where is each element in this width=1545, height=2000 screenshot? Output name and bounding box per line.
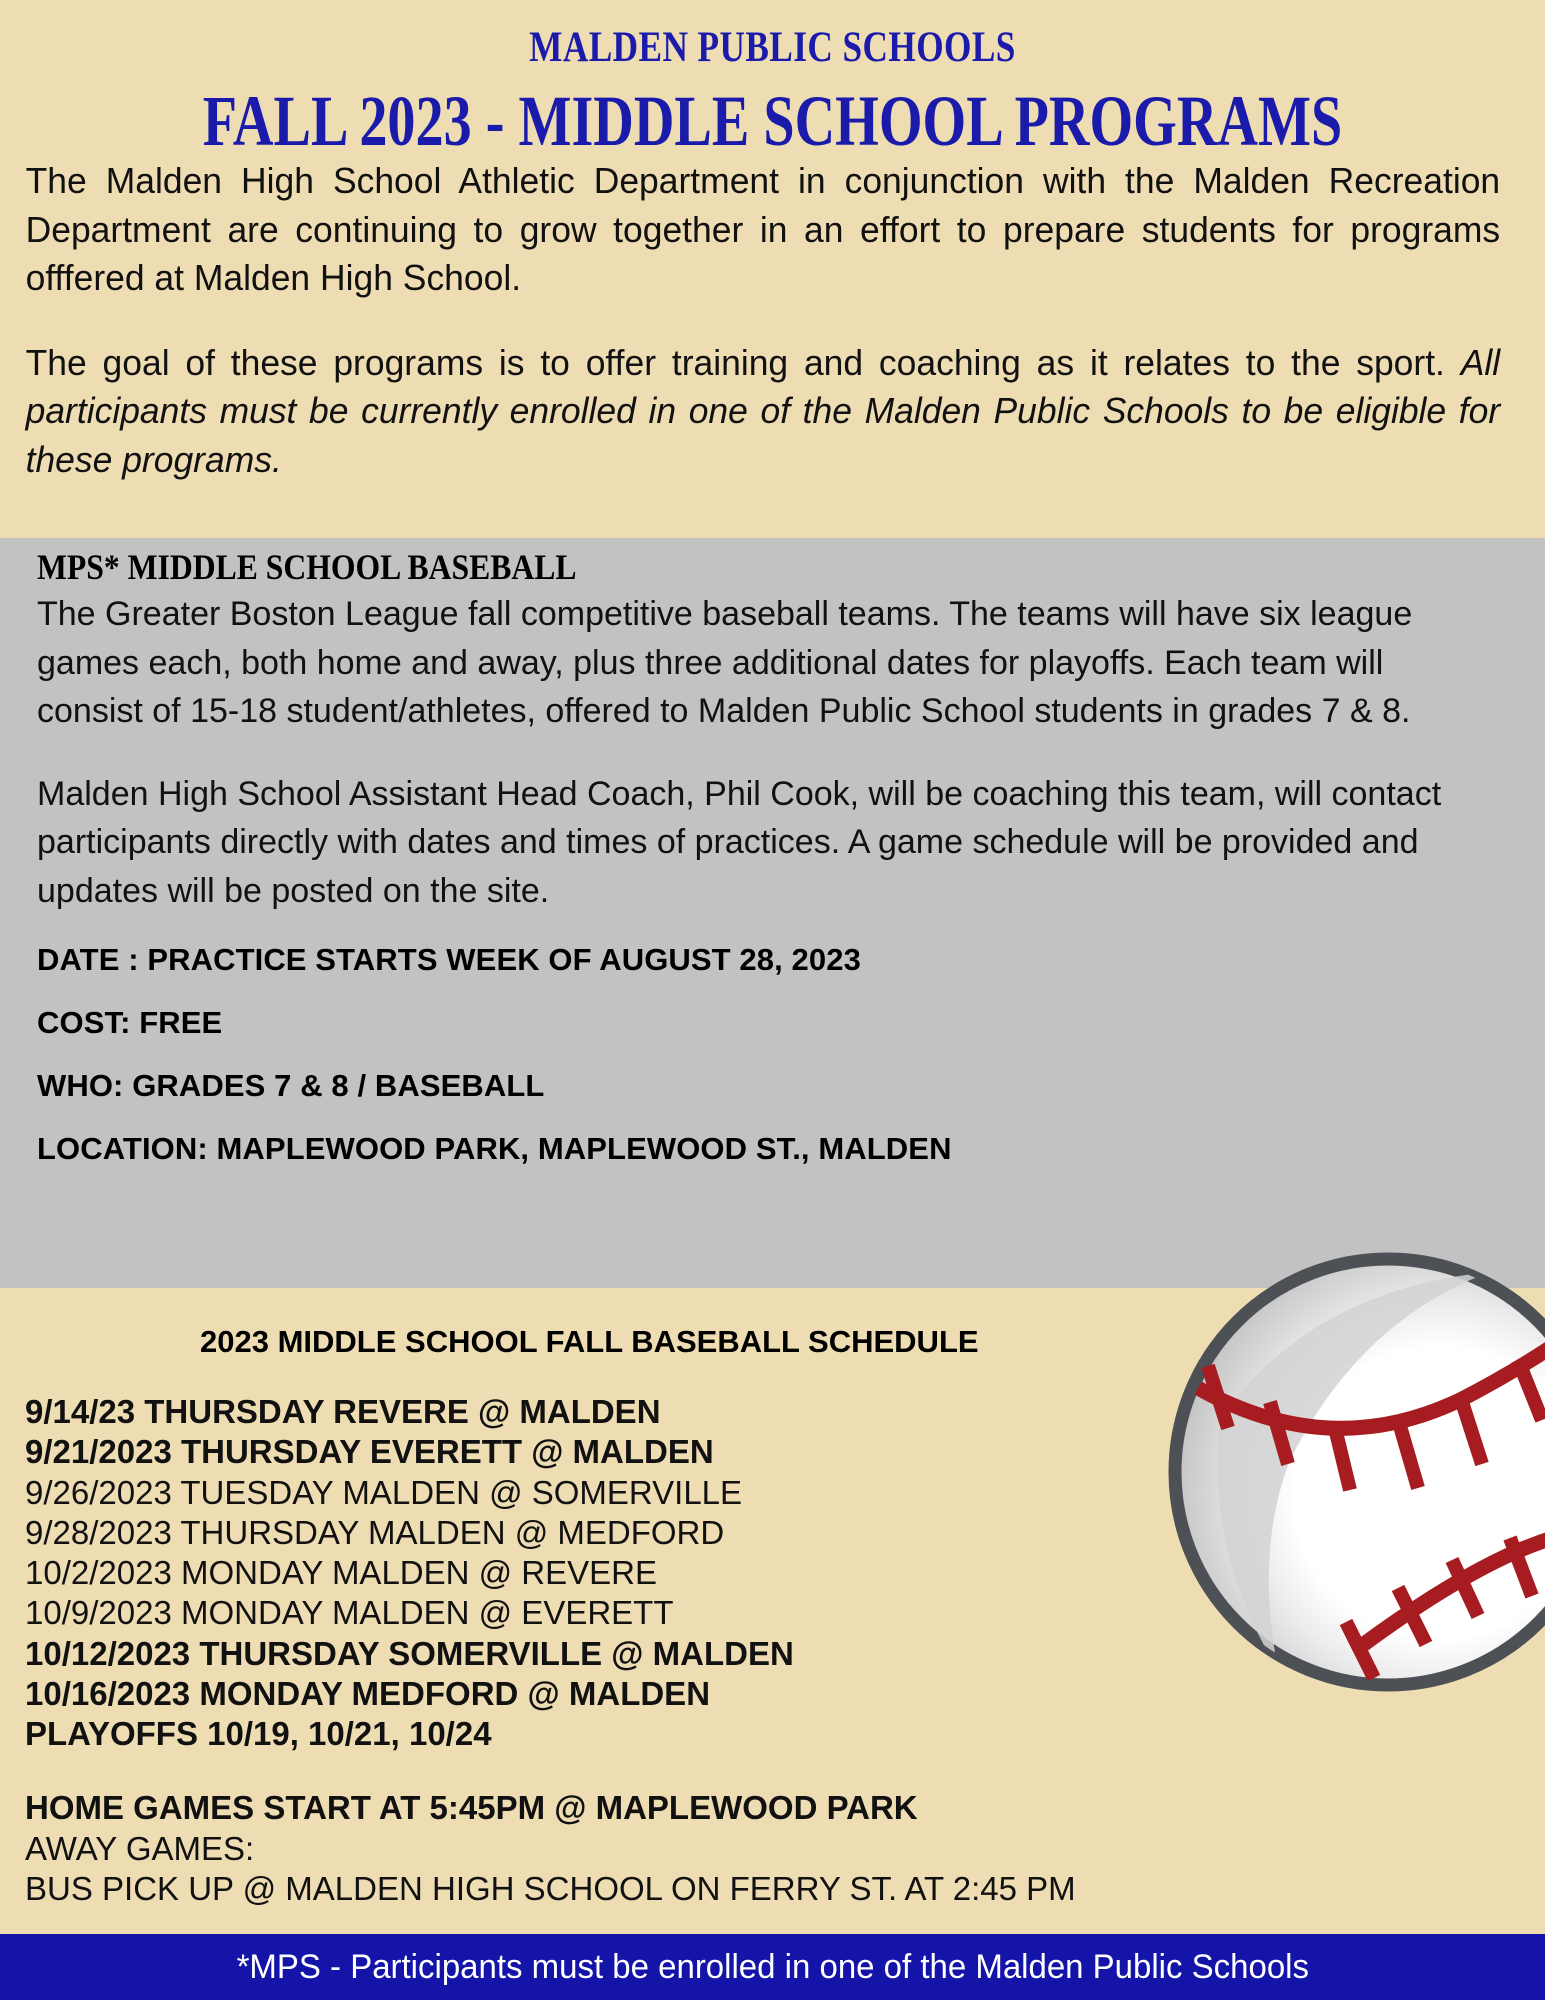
- schedule-row: 10/2/2023 MONDAY MALDEN @ REVERE: [25, 1554, 658, 1591]
- note-bus-pickup: BUS PICK UP @ MALDEN HIGH SCHOOL ON FERRY ST. AT 2:45 PM: [25, 1869, 1076, 1907]
- schedule-row: 10/9/2023 MONDAY MALDEN @ EVERETT: [25, 1594, 674, 1632]
- paragraph-spacer: [37, 736, 1475, 770]
- intro-paragraph-1: The Malden High School Athletic Department in conjunction with the Malden Recreation Department are continuing to grow together in an effort to prepare students for programs offfered at Malden High School.: [25, 160, 1501, 299]
- footer-banner: [0, 1934, 1545, 2000]
- schedule-notes: [0, 1788, 1545, 1909]
- program-section: [0, 538, 1545, 1288]
- intro-paragraph-2-italic: All participants must be currently enrolled in one of the Malden Public Schools to be eligible for these programs.: [25, 341, 1501, 480]
- schedule-row: 9/28/2023 THURSDAY MALDEN @ MEDFORD: [25, 1513, 725, 1551]
- schedule-row-playoffs: PLAYOFFS 10/19, 10/21, 10/24: [25, 1715, 492, 1752]
- program-description-block: [0, 590, 1545, 916]
- note-away-games-label: AWAY GAMES:: [25, 1829, 255, 1867]
- organization-title: MALDEN PUBLIC SCHOOLS: [529, 24, 1016, 71]
- schedule-row: 10/12/2023 THURSDAY SOMERVILLE @ MALDEN: [25, 1634, 794, 1672]
- schedule-row: 9/21/2023 THURSDAY EVERETT @ MALDEN: [25, 1433, 714, 1471]
- header-section: [0, 0, 1545, 538]
- schedule-row: 9/26/2023 TUESDAY MALDEN @ SOMERVILLE: [25, 1473, 743, 1511]
- page-title: FALL 2023 - MIDDLE SCHOOL PROGRAMS: [202, 81, 1343, 161]
- schedule-section: [0, 1288, 1545, 1934]
- footer-note: *MPS - Participants must be enrolled in one of the Malden Public Schools: [236, 1947, 1309, 1986]
- schedule-list: [0, 1392, 1545, 1754]
- intro-paragraph-2: [26, 339, 1501, 485]
- program-heading: MPS* MIDDLE SCHOOL BASEBALL: [36, 547, 577, 587]
- note-home-games: HOME GAMES START AT 5:45PM @ MAPLEWOOD PARK: [25, 1789, 918, 1827]
- detail-date: DATE : PRACTICE STARTS WEEK OF AUGUST 28, 2023: [37, 941, 861, 977]
- program-details-list: [0, 942, 1545, 1167]
- program-description-1: The Greater Boston League fall competitive baseball teams. The teams will have six league games each, both home and away, plus three additional dates for playoffs. Each team will consist of 15-18 student/athletes, offered to Malden Public School students in grades 7 & 8.: [37, 595, 1413, 731]
- schedule-title: 2023 MIDDLE SCHOOL FALL BASEBALL SCHEDULE: [200, 1324, 979, 1359]
- detail-location: LOCATION: MAPLEWOOD PARK, MAPLEWOOD ST., MALDEN: [37, 1130, 952, 1166]
- intro-text-block: [0, 157, 1522, 485]
- detail-cost: COST: FREE: [37, 1004, 223, 1040]
- detail-who: WHO: GRADES 7 & 8 / BASEBALL: [37, 1067, 545, 1103]
- intro-paragraph-2-plain: The goal of these programs is to offer training and coaching as it relates to the sport.: [25, 341, 1461, 383]
- schedule-row: 9/14/23 THURSDAY REVERE @ MALDEN: [25, 1393, 661, 1430]
- paragraph-spacer: [26, 303, 1501, 339]
- schedule-row: 10/16/2023 MONDAY MEDFORD @ MALDEN: [25, 1674, 711, 1712]
- program-description-2: Malden High School Assistant Head Coach, Phil Cook, will be coaching this team, will contact participants directly with dates and times of practices. A game schedule will be provided and updates will be posted on the site.: [37, 774, 1442, 911]
